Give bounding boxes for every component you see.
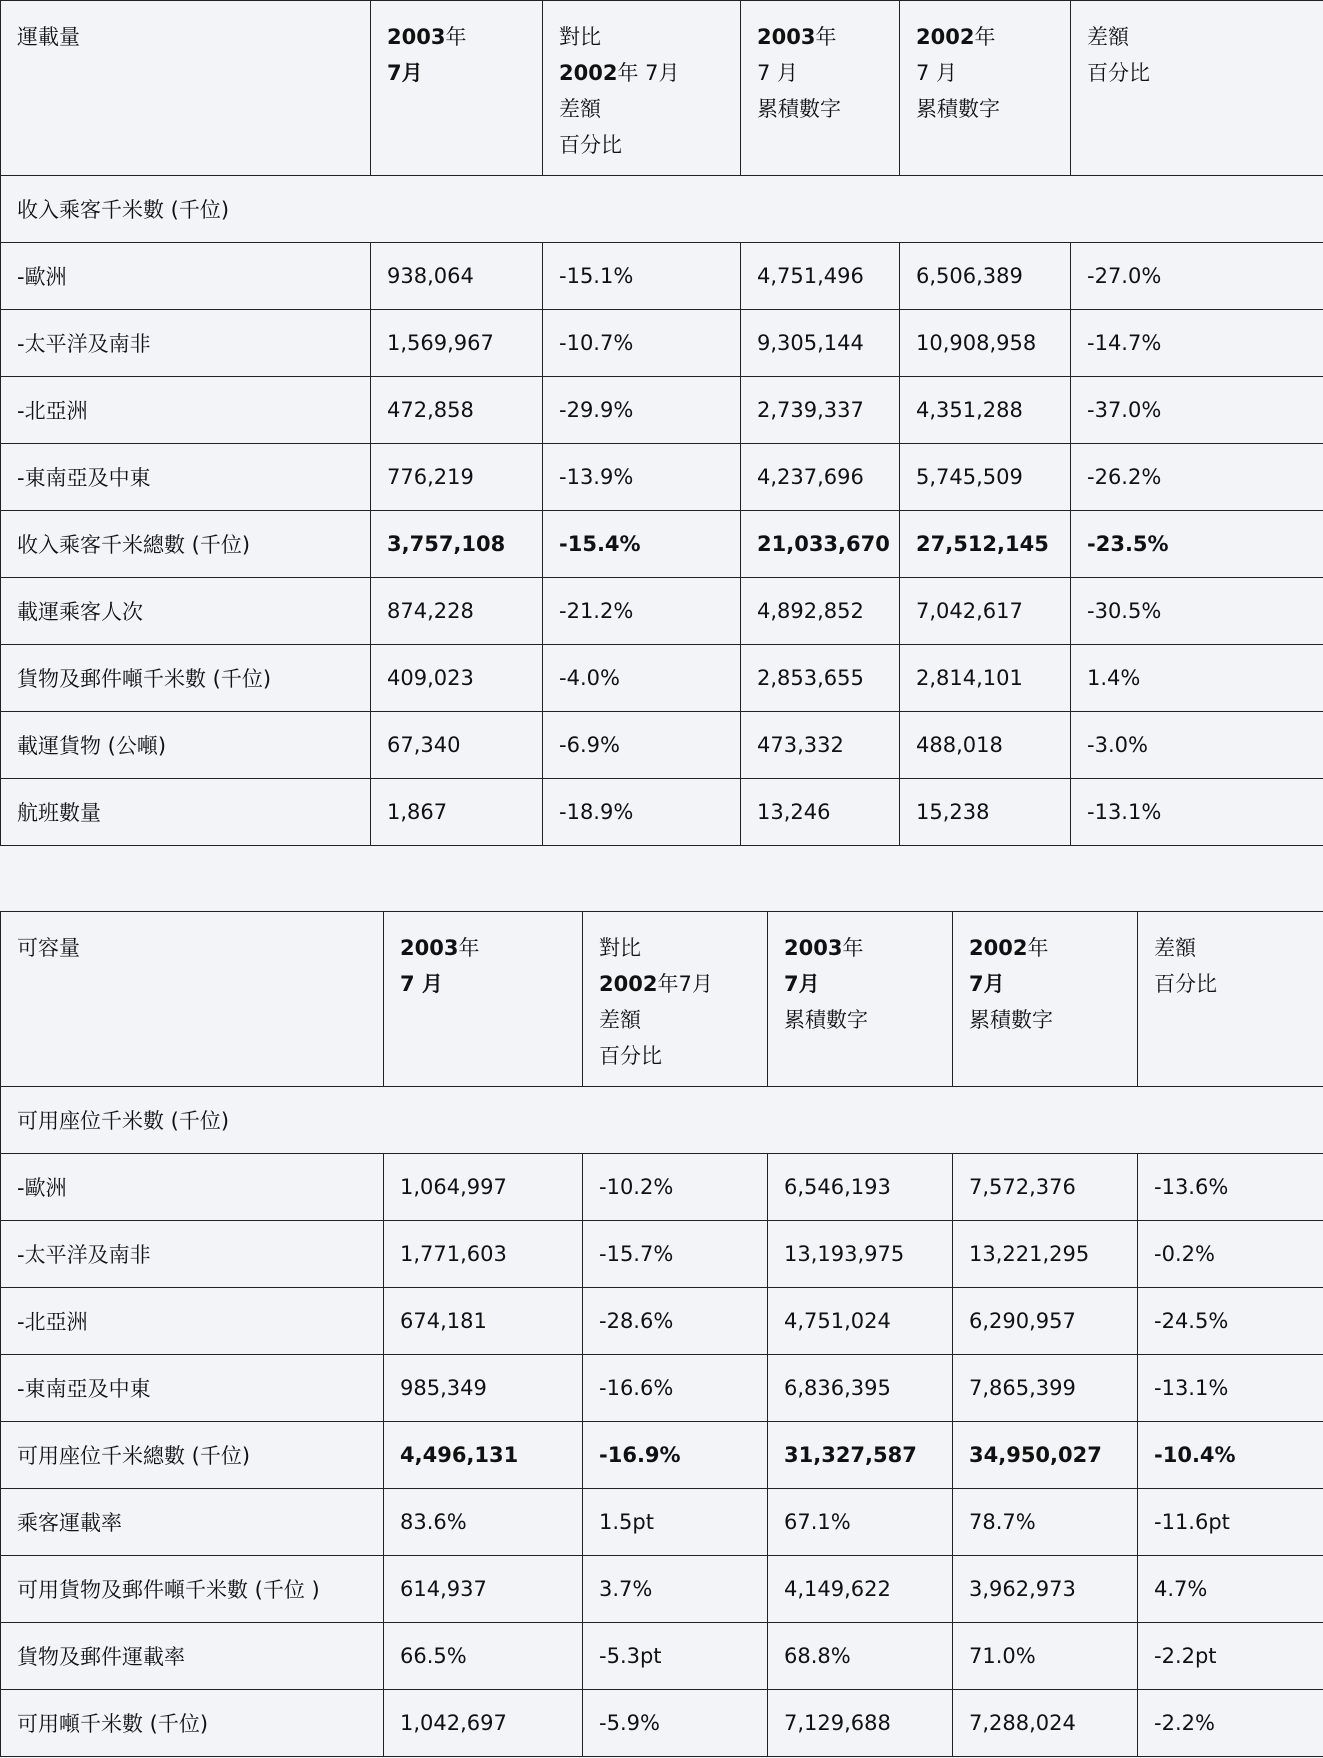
row-label: -北亞洲 xyxy=(1,377,371,444)
traffic-table xyxy=(0,0,1323,846)
cell: 1.4% xyxy=(1071,645,1323,712)
cell: 78.7% xyxy=(953,1489,1138,1556)
cell: -16.9% xyxy=(583,1422,768,1489)
cell: 31,327,587 xyxy=(768,1422,953,1489)
cell: 1,042,697 xyxy=(384,1690,583,1757)
cell: 3.7% xyxy=(583,1556,768,1623)
cell: -28.6% xyxy=(583,1288,768,1355)
month-change-header: 對比 2002年7月 差額 百分比 xyxy=(583,912,768,1087)
cell: -23.5% xyxy=(1071,511,1323,578)
cell: 71.0% xyxy=(953,1623,1138,1690)
cell: -4.0% xyxy=(543,645,741,712)
cell: -13.1% xyxy=(1138,1355,1323,1422)
cell: -0.2% xyxy=(1138,1221,1323,1288)
ytd-change-header: 差額 百分比 xyxy=(1138,912,1323,1087)
cell: 27,512,145 xyxy=(900,511,1071,578)
cell: 1,771,603 xyxy=(384,1221,583,1288)
row-label: -東南亞及中東 xyxy=(1,444,371,511)
cell: 4,237,696 xyxy=(741,444,900,511)
ytd-2003-header: 2003年 7月 累積數字 xyxy=(768,912,953,1087)
metric-header: 可容量 xyxy=(1,912,384,1087)
cell: 1,064,997 xyxy=(384,1154,583,1221)
ytd-2003-header: 2003年 7 月 累積數字 xyxy=(741,1,900,176)
row-label: -歐洲 xyxy=(1,1154,384,1221)
cell: 4,751,496 xyxy=(741,243,900,310)
cell: -14.7% xyxy=(1071,310,1323,377)
table-row xyxy=(1,243,1323,310)
header-row xyxy=(1,1,1323,176)
cell: 9,305,144 xyxy=(741,310,900,377)
ytd-2002-header: 2002年 7 月 累積數字 xyxy=(900,1,1071,176)
ytd-change-header: 差額 百分比 xyxy=(1071,1,1323,176)
cell: -3.0% xyxy=(1071,712,1323,779)
cell: -10.7% xyxy=(543,310,741,377)
cell: 6,546,193 xyxy=(768,1154,953,1221)
cell: 473,332 xyxy=(741,712,900,779)
row-label: -北亞洲 xyxy=(1,1288,384,1355)
cell: 21,033,670 xyxy=(741,511,900,578)
section-row xyxy=(1,1087,1323,1154)
cell: 4,496,131 xyxy=(384,1422,583,1489)
row-label: -太平洋及南非 xyxy=(1,310,371,377)
cell: 4,149,622 xyxy=(768,1556,953,1623)
row-label: 可用貨物及郵件噸千米數 (千位 ) xyxy=(1,1556,384,1623)
cell: -37.0% xyxy=(1071,377,1323,444)
cell: 15,238 xyxy=(900,779,1071,846)
table-row xyxy=(1,779,1323,846)
cell: 7,042,617 xyxy=(900,578,1071,645)
cell: 3,962,973 xyxy=(953,1556,1138,1623)
cell: 7,572,376 xyxy=(953,1154,1138,1221)
month-change-header: 對比 2002年 7月 差額 百分比 xyxy=(543,1,741,176)
cell: 488,018 xyxy=(900,712,1071,779)
row-label: 可用噸千米數 (千位) xyxy=(1,1690,384,1757)
cell: -13.6% xyxy=(1138,1154,1323,1221)
cell: 7,129,688 xyxy=(768,1690,953,1757)
cell: 4,351,288 xyxy=(900,377,1071,444)
header-row xyxy=(1,912,1323,1087)
capacity-table xyxy=(0,911,1323,1757)
table-row xyxy=(1,310,1323,377)
cell: -24.5% xyxy=(1138,1288,1323,1355)
row-label: 航班數量 xyxy=(1,779,371,846)
row-label: 貨物及郵件運載率 xyxy=(1,1623,384,1690)
cell: -13.1% xyxy=(1071,779,1323,846)
cell: 83.6% xyxy=(384,1489,583,1556)
month-2003-header: 2003年 7月 xyxy=(371,1,543,176)
cell: 614,937 xyxy=(384,1556,583,1623)
cell: -6.9% xyxy=(543,712,741,779)
cell: -21.2% xyxy=(543,578,741,645)
row-label: -歐洲 xyxy=(1,243,371,310)
cell: 7,865,399 xyxy=(953,1355,1138,1422)
cell: 13,193,975 xyxy=(768,1221,953,1288)
section-row xyxy=(1,176,1323,243)
cell: -16.6% xyxy=(583,1355,768,1422)
cell: -30.5% xyxy=(1071,578,1323,645)
cell: -15.4% xyxy=(543,511,741,578)
row-label: 貨物及郵件噸千米數 (千位) xyxy=(1,645,371,712)
cell: -10.4% xyxy=(1138,1422,1323,1489)
table-row xyxy=(1,1154,1323,1221)
table-row xyxy=(1,1623,1323,1690)
cell: 6,836,395 xyxy=(768,1355,953,1422)
table-row xyxy=(1,578,1323,645)
cell: 2,814,101 xyxy=(900,645,1071,712)
cell: -2.2pt xyxy=(1138,1623,1323,1690)
cell: -2.2% xyxy=(1138,1690,1323,1757)
cell: 776,219 xyxy=(371,444,543,511)
table-row xyxy=(1,1690,1323,1757)
cell: 938,064 xyxy=(371,243,543,310)
cell: 1,867 xyxy=(371,779,543,846)
row-label: 可用座位千米總數 (千位) xyxy=(1,1422,384,1489)
cell: 3,757,108 xyxy=(371,511,543,578)
cell: 66.5% xyxy=(384,1623,583,1690)
table-row xyxy=(1,712,1323,779)
cell: -15.1% xyxy=(543,243,741,310)
cell: 67,340 xyxy=(371,712,543,779)
cell: -15.7% xyxy=(583,1221,768,1288)
cell: 472,858 xyxy=(371,377,543,444)
table-row xyxy=(1,645,1323,712)
row-label: -太平洋及南非 xyxy=(1,1221,384,1288)
cell: -5.3pt xyxy=(583,1623,768,1690)
cell: -5.9% xyxy=(583,1690,768,1757)
cell: 67.1% xyxy=(768,1489,953,1556)
cell: -26.2% xyxy=(1071,444,1323,511)
row-label: -東南亞及中東 xyxy=(1,1355,384,1422)
metric-header: 運載量 xyxy=(1,1,371,176)
cell: -29.9% xyxy=(543,377,741,444)
total-row xyxy=(1,511,1323,578)
cell: -10.2% xyxy=(583,1154,768,1221)
cell: 6,506,389 xyxy=(900,243,1071,310)
table-row xyxy=(1,1556,1323,1623)
table-row xyxy=(1,1288,1323,1355)
cell: 4,751,024 xyxy=(768,1288,953,1355)
cell: 68.8% xyxy=(768,1623,953,1690)
cell: 13,246 xyxy=(741,779,900,846)
row-label: 載運貨物 (公噸) xyxy=(1,712,371,779)
cell: 985,349 xyxy=(384,1355,583,1422)
table-row xyxy=(1,377,1323,444)
table-row xyxy=(1,1355,1323,1422)
ytd-2002-header: 2002年 7月 累積數字 xyxy=(953,912,1138,1087)
row-label: 收入乘客千米總數 (千位) xyxy=(1,511,371,578)
cell: 4.7% xyxy=(1138,1556,1323,1623)
cell: 6,290,957 xyxy=(953,1288,1138,1355)
cell: 4,892,852 xyxy=(741,578,900,645)
table-row xyxy=(1,1221,1323,1288)
cell: 1,569,967 xyxy=(371,310,543,377)
section-title: 可用座位千米數 (千位) xyxy=(1,1087,1323,1154)
cell: -13.9% xyxy=(543,444,741,511)
cell: -27.0% xyxy=(1071,243,1323,310)
row-label: 乘客運載率 xyxy=(1,1489,384,1556)
cell: 409,023 xyxy=(371,645,543,712)
cell: 34,950,027 xyxy=(953,1422,1138,1489)
cell: 874,228 xyxy=(371,578,543,645)
cell: 10,908,958 xyxy=(900,310,1071,377)
table-row xyxy=(1,444,1323,511)
cell: 5,745,509 xyxy=(900,444,1071,511)
table-row xyxy=(1,1489,1323,1556)
row-label: 載運乘客人次 xyxy=(1,578,371,645)
cell: 7,288,024 xyxy=(953,1690,1138,1757)
cell: -11.6pt xyxy=(1138,1489,1323,1556)
month-2003-header: 2003年 7 月 xyxy=(384,912,583,1087)
cell: 1.5pt xyxy=(583,1489,768,1556)
section-title: 收入乘客千米數 (千位) xyxy=(1,176,1323,243)
cell: -18.9% xyxy=(543,779,741,846)
cell: 2,739,337 xyxy=(741,377,900,444)
total-row xyxy=(1,1422,1323,1489)
cell: 13,221,295 xyxy=(953,1221,1138,1288)
cell: 2,853,655 xyxy=(741,645,900,712)
cell: 674,181 xyxy=(384,1288,583,1355)
